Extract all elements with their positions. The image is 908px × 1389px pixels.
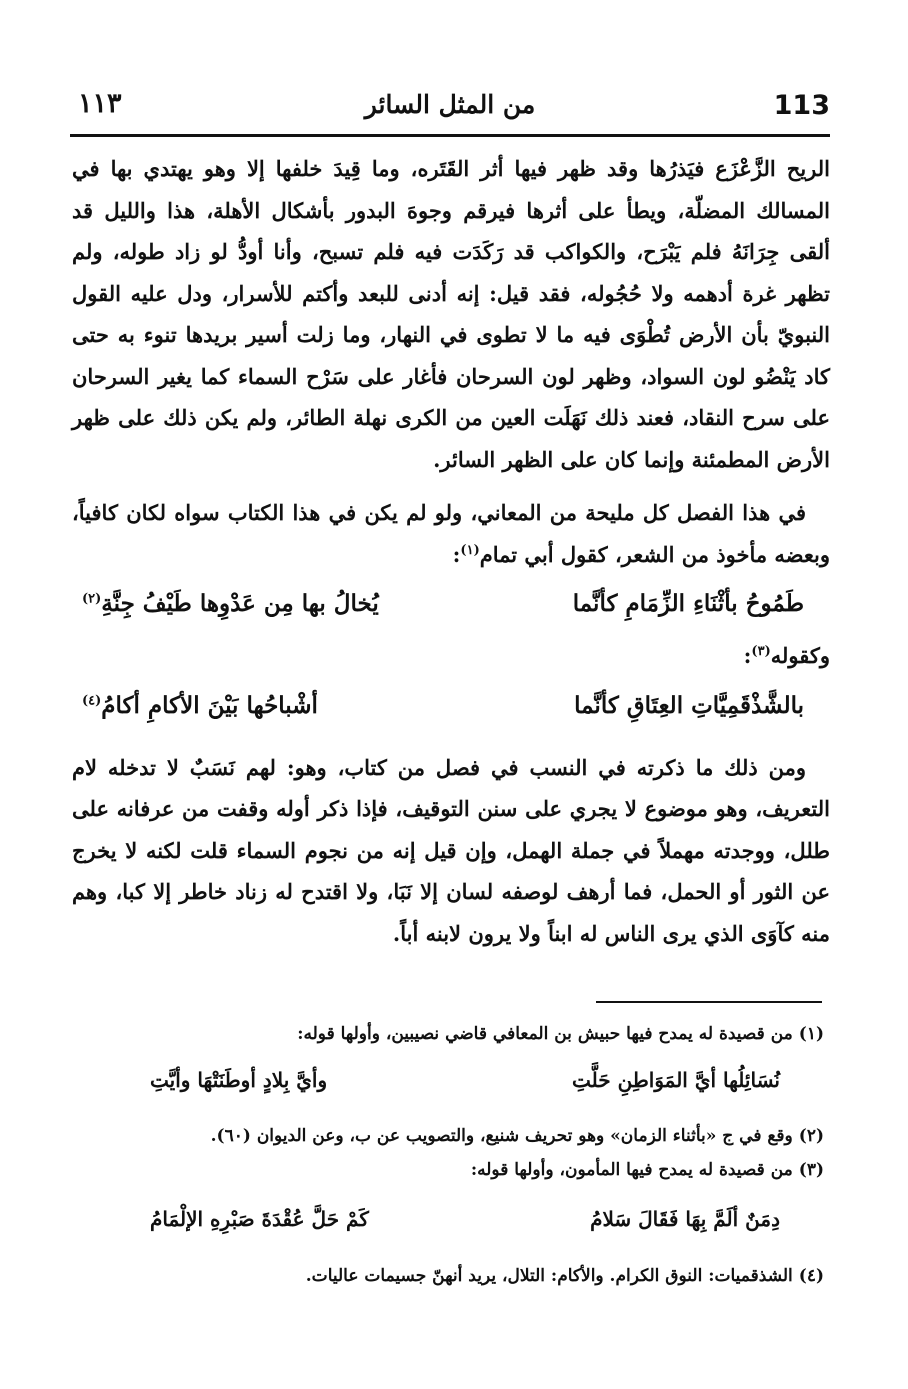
kaqawlihi-text: وكقوله <box>770 643 830 668</box>
footnote-4-text: الشذقميات: النوق الكرام. والأكام: التلال، يريد أنهنّ جسيمات عاليات. <box>305 1266 793 1286</box>
page-header <box>70 84 830 137</box>
verse-1-second-hemistich <box>82 579 379 629</box>
verse-1-first-hemistich: طَمُوحُ بأثْنَاءِ الزِّمَامِ كأنَّما <box>572 590 804 617</box>
footnote-2 <box>84 1122 824 1150</box>
footnote-1-verse-first: نُسَائِلُها أيَّ المَوَاطِنِ حَلَّتِ <box>572 1068 780 1092</box>
note-ref-4: (٤) <box>82 692 102 708</box>
paragraph-1: الريح الزَّعْزَع فيَذرُها وقد ظهر فيها أثر القَتَره، وما قِيدَ خلفها إلا وهو يهتدي بها في المسالك المضلّة، ويطأ على أثرها فيرقم وجوهَ البدور بأشكال الأهلة، هذا والليل قد ألقى جِرَانَهُ فلم يَبْرَح، والكواكب قد رَكَدَت فيه فلم تسبح، وأنا أودُّ لو زاد طوله، ولم تظهر غرة أدهمه ولا حُجُوله، فقد قيل: إنه أدنى للبعد وأكتم للأسرار، ودل عليه القول النبويّ بأن الأرض تُطْوَى فيه ما لا تطوى في النهار، وما زلت أسير بريدها تنوء به حتى كاد يَنْضُو لون السواد، وظهر لون السرحان فأغار على سَرْح السماء كما يغير السرحان على سرح النقاد، فعند ذلك نَهَلَت العين من الكرى نهلة الطائر، ولم يكن ذلك على ظهر الأرض المطمئنة وإنما كان على الظهر السائر. <box>72 156 830 472</box>
paragraph-2-colon: : <box>452 541 461 567</box>
footnote-2-text: وقع في ج «بأثناء الزمان» وهو تحريف شنيع، والتصويب عن ب، وعن الديوان (٦٠). <box>210 1126 793 1146</box>
footnote-3-verse-first: دِمَنٌ ألَمَّ بِهَا فَقَالَ سَلامُ <box>590 1207 780 1231</box>
verse-1 <box>72 575 830 633</box>
footnote-4 <box>84 1262 824 1290</box>
footnote-1-text: من قصيدة له يمدح فيها حبيش بن المعافي قاضي نصيبين، وأولها قوله: <box>297 1024 793 1044</box>
footnote-1-verse <box>150 1064 780 1096</box>
footnote-1-number: (١) <box>798 1024 824 1044</box>
paragraph-3: ومن ذلك ما ذكرته في النسب في فصل من كتاب، وهو: لهم نَسَبٌ لا تدخله لام التعريف، وهو موضوع لا يجري على سنن التوقيف، فإذا ذكر أوله وقفت من عرفانه على طلل، ووجدته مهملاً في جملة الهمل، وإن قيل إنه من نجوم السماء قلت لكنه لا يخرج عن الثور أو الحمل، فما أرهف لوصفه لسان إلا نَبَا، ولا اقتدح له زناد خاطر إلا كبا، وهم منه كآوَى الذي يرى الناس له ابناً ولا يرون لابنه أباً. <box>72 754 831 946</box>
kaqawlihi-line <box>72 635 830 677</box>
footnote-1-verse-second: وأيَّ بِلادٍ أوطَنَتْهَا وأيَّتِ <box>150 1068 328 1092</box>
kaqawlihi-colon: : <box>743 643 752 668</box>
footnote-1 <box>84 1020 824 1048</box>
footnote-3-number: (٣) <box>798 1160 824 1180</box>
note-ref-1: (١) <box>460 542 480 558</box>
page-number-arabic: ١١٣ <box>78 88 122 119</box>
verse-2-second-text: أشْباحُها بَيْنَ الأكامِ أكامُ <box>101 691 318 719</box>
footnote-3-text: من قصيدة له يمدح فيها المأمون، وأولها قوله: <box>470 1160 793 1180</box>
page-number-latin: 113 <box>773 90 830 121</box>
footnote-3-verse <box>150 1203 780 1235</box>
note-ref-2: (٢) <box>82 591 102 607</box>
paragraph-2-text: في هذا الفصل كل مليحة من المعاني، ولو لم يكن في هذا الكتاب سواه لكان كافياً، وبعضه مأخوذ من الشعر، كقول أبي تمام <box>72 500 830 567</box>
footnote-3 <box>84 1156 824 1184</box>
verse-2-second-hemistich <box>82 681 318 731</box>
running-title: من المثل السائر <box>364 90 536 119</box>
footnote-3-verse-second: كَمْ حَلَّ عُقْدَةَ صَبْرِهِ الإلْمَامُ <box>150 1207 369 1231</box>
verse-1-second-text: يُخالُ بها مِن عَدْوِها طَيْفُ جِنَّةِ <box>101 590 379 617</box>
footnote-divider <box>596 1001 822 1003</box>
note-ref-3: (٣) <box>751 644 771 659</box>
verse-2 <box>72 677 830 735</box>
footnote-2-number: (٢) <box>798 1126 824 1146</box>
verse-2-first-hemistich: بالشَّذْقَمِيَّاتِ العِتَاقِ كأنَّما <box>574 691 804 719</box>
main-text <box>72 148 830 954</box>
footnote-4-number: (٤) <box>798 1266 824 1286</box>
paragraph-2 <box>72 492 830 575</box>
